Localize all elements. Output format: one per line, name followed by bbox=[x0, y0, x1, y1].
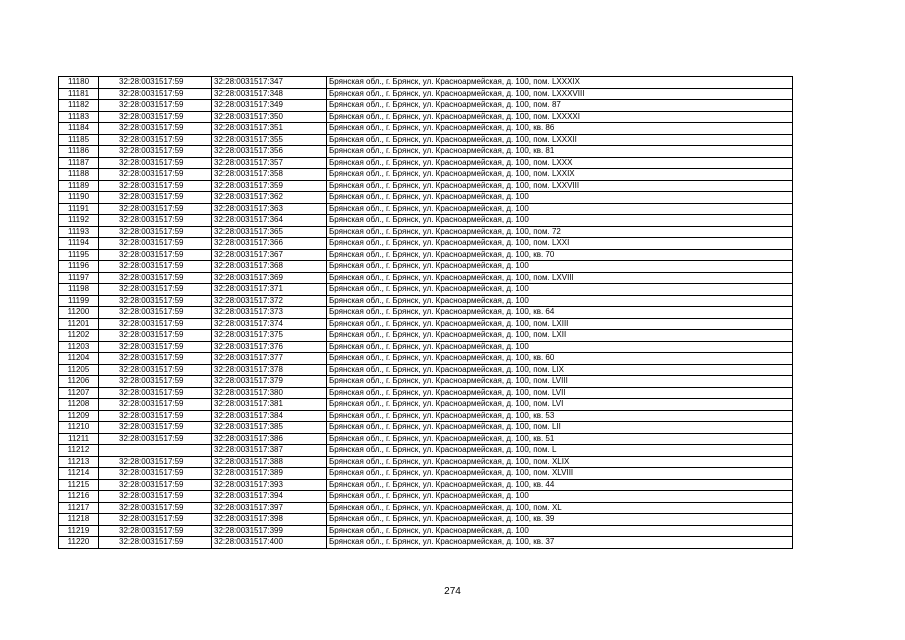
table-row bbox=[59, 169, 793, 181]
address-cell: Брянская обл., г. Брянск, ул. Красноармейская, д. 100, пом. LXXIX bbox=[327, 169, 793, 181]
table-row bbox=[59, 479, 793, 491]
parent-cadastral-number-cell: 32:28:0031517:59 bbox=[99, 249, 212, 261]
row-number-cell: 11219 bbox=[59, 525, 99, 537]
table-row bbox=[59, 192, 793, 204]
parent-cadastral-number-cell: 32:28:0031517:59 bbox=[99, 468, 212, 480]
address-cell: Брянская обл., г. Брянск, ул. Красноармейская, д. 100, пом. 72 bbox=[327, 226, 793, 238]
row-number-cell: 11207 bbox=[59, 387, 99, 399]
parent-cadastral-number-cell: 32:28:0031517:59 bbox=[99, 284, 212, 296]
parent-cadastral-number-cell: 32:28:0031517:59 bbox=[99, 376, 212, 388]
row-number-cell: 11204 bbox=[59, 353, 99, 365]
cadastral-number-cell: 32:28:0031517:397 bbox=[212, 502, 327, 514]
cadastral-number-cell: 32:28:0031517:348 bbox=[212, 88, 327, 100]
row-number-cell: 11201 bbox=[59, 318, 99, 330]
address-cell: Брянская обл., г. Брянск, ул. Красноармейская, д. 100, кв. 51 bbox=[327, 433, 793, 445]
table-row bbox=[59, 249, 793, 261]
row-number-cell: 11185 bbox=[59, 134, 99, 146]
table-row bbox=[59, 364, 793, 376]
parent-cadastral-number-cell: 32:28:0031517:59 bbox=[99, 491, 212, 503]
address-cell: Брянская обл., г. Брянск, ул. Красноармейская, д. 100, пом. LVI bbox=[327, 399, 793, 411]
address-cell: Брянская обл., г. Брянск, ул. Красноармейская, д. 100 bbox=[327, 491, 793, 503]
row-number-cell: 11199 bbox=[59, 295, 99, 307]
address-cell: Брянская обл., г. Брянск, ул. Красноармейская, д. 100, пом. LXXXXI bbox=[327, 111, 793, 123]
address-cell: Брянская обл., г. Брянск, ул. Красноармейская, д. 100 bbox=[327, 203, 793, 215]
row-number-cell: 11203 bbox=[59, 341, 99, 353]
address-cell: Брянская обл., г. Брянск, ул. Красноармейская, д. 100 bbox=[327, 295, 793, 307]
row-number-cell: 11186 bbox=[59, 146, 99, 158]
table-row bbox=[59, 146, 793, 158]
parent-cadastral-number-cell: 32:28:0031517:59 bbox=[99, 410, 212, 422]
row-number-cell: 11205 bbox=[59, 364, 99, 376]
parent-cadastral-number-cell: 32:28:0031517:59 bbox=[99, 123, 212, 135]
cadastral-number-cell: 32:28:0031517:398 bbox=[212, 514, 327, 526]
row-number-cell: 11194 bbox=[59, 238, 99, 250]
table-row bbox=[59, 203, 793, 215]
table-row bbox=[59, 284, 793, 296]
table-row bbox=[59, 502, 793, 514]
cadastral-number-cell: 32:28:0031517:381 bbox=[212, 399, 327, 411]
address-cell: Брянская обл., г. Брянск, ул. Красноармейская, д. 100, кв. 39 bbox=[327, 514, 793, 526]
address-cell: Брянская обл., г. Брянск, ул. Красноармейская, д. 100, пом. LII bbox=[327, 422, 793, 434]
row-number-cell: 11193 bbox=[59, 226, 99, 238]
row-number-cell: 11213 bbox=[59, 456, 99, 468]
row-number-cell: 11202 bbox=[59, 330, 99, 342]
address-cell: Брянская обл., г. Брянск, ул. Красноармейская, д. 100 bbox=[327, 341, 793, 353]
cadastral-number-cell: 32:28:0031517:371 bbox=[212, 284, 327, 296]
records-table bbox=[58, 76, 793, 549]
table-row bbox=[59, 422, 793, 434]
table-row bbox=[59, 272, 793, 284]
address-cell: Брянская обл., г. Брянск, ул. Красноармейская, д. 100, пом. LXXXIX bbox=[327, 77, 793, 89]
address-cell: Брянская обл., г. Брянск, ул. Красноармейская, д. 100 bbox=[327, 261, 793, 273]
parent-cadastral-number-cell: 32:28:0031517:59 bbox=[99, 88, 212, 100]
address-cell: Брянская обл., г. Брянск, ул. Красноармейская, д. 100, пом. LXII bbox=[327, 330, 793, 342]
row-number-cell: 11188 bbox=[59, 169, 99, 181]
parent-cadastral-number-cell: 32:28:0031517:59 bbox=[99, 157, 212, 169]
parent-cadastral-number-cell: 32:28:0031517:59 bbox=[99, 525, 212, 537]
parent-cadastral-number-cell: 32:28:0031517:59 bbox=[99, 295, 212, 307]
row-number-cell: 11209 bbox=[59, 410, 99, 422]
parent-cadastral-number-cell: 32:28:0031517:59 bbox=[99, 272, 212, 284]
table-row bbox=[59, 307, 793, 319]
table-row bbox=[59, 399, 793, 411]
address-cell: Брянская обл., г. Брянск, ул. Красноармейская, д. 100, пом. LVIII bbox=[327, 376, 793, 388]
row-number-cell: 11216 bbox=[59, 491, 99, 503]
cadastral-number-cell: 32:28:0031517:356 bbox=[212, 146, 327, 158]
parent-cadastral-number-cell: 32:28:0031517:59 bbox=[99, 134, 212, 146]
address-cell: Брянская обл., г. Брянск, ул. Красноармейская, д. 100, пом. LXVIII bbox=[327, 272, 793, 284]
parent-cadastral-number-cell: 32:28:0031517:59 bbox=[99, 215, 212, 227]
cadastral-number-cell: 32:28:0031517:369 bbox=[212, 272, 327, 284]
parent-cadastral-number-cell: 32:28:0031517:59 bbox=[99, 353, 212, 365]
address-cell: Брянская обл., г. Брянск, ул. Красноармейская, д. 100, кв. 53 bbox=[327, 410, 793, 422]
table-row bbox=[59, 180, 793, 192]
cadastral-number-cell: 32:28:0031517:385 bbox=[212, 422, 327, 434]
row-number-cell: 11214 bbox=[59, 468, 99, 480]
row-number-cell: 11198 bbox=[59, 284, 99, 296]
row-number-cell: 11191 bbox=[59, 203, 99, 215]
cadastral-number-cell: 32:28:0031517:367 bbox=[212, 249, 327, 261]
cadastral-number-cell: 32:28:0031517:387 bbox=[212, 445, 327, 457]
cadastral-number-cell: 32:28:0031517:378 bbox=[212, 364, 327, 376]
row-number-cell: 11187 bbox=[59, 157, 99, 169]
address-cell: Брянская обл., г. Брянск, ул. Красноармейская, д. 100, пом. LXXXII bbox=[327, 134, 793, 146]
row-number-cell: 11183 bbox=[59, 111, 99, 123]
address-cell: Брянская обл., г. Брянск, ул. Красноармейская, д. 100 bbox=[327, 215, 793, 227]
row-number-cell: 11192 bbox=[59, 215, 99, 227]
parent-cadastral-number-cell: 32:28:0031517:59 bbox=[99, 479, 212, 491]
parent-cadastral-number-cell: 32:28:0031517:59 bbox=[99, 387, 212, 399]
row-number-cell: 11200 bbox=[59, 307, 99, 319]
table-row bbox=[59, 123, 793, 135]
table-row bbox=[59, 330, 793, 342]
address-cell: Брянская обл., г. Брянск, ул. Красноармейская, д. 100, пом. LXXX bbox=[327, 157, 793, 169]
row-number-cell: 11190 bbox=[59, 192, 99, 204]
address-cell: Брянская обл., г. Брянск, ул. Красноармейская, д. 100, пом. XLVIII bbox=[327, 468, 793, 480]
address-cell: Брянская обл., г. Брянск, ул. Красноармейская, д. 100, пом. LXXVIII bbox=[327, 180, 793, 192]
address-cell: Брянская обл., г. Брянск, ул. Красноармейская, д. 100, кв. 70 bbox=[327, 249, 793, 261]
row-number-cell: 11217 bbox=[59, 502, 99, 514]
parent-cadastral-number-cell: 32:28:0031517:59 bbox=[99, 169, 212, 181]
cadastral-number-cell: 32:28:0031517:372 bbox=[212, 295, 327, 307]
table-row bbox=[59, 88, 793, 100]
cadastral-number-cell: 32:28:0031517:364 bbox=[212, 215, 327, 227]
table-row bbox=[59, 491, 793, 503]
cadastral-number-cell: 32:28:0031517:365 bbox=[212, 226, 327, 238]
cadastral-number-cell: 32:28:0031517:384 bbox=[212, 410, 327, 422]
cadastral-number-cell: 32:28:0031517:368 bbox=[212, 261, 327, 273]
table-row bbox=[59, 353, 793, 365]
table-row bbox=[59, 537, 793, 549]
table-row bbox=[59, 226, 793, 238]
address-cell: Брянская обл., г. Брянск, ул. Красноармейская, д. 100, пом. XLIX bbox=[327, 456, 793, 468]
cadastral-number-cell: 32:28:0031517:399 bbox=[212, 525, 327, 537]
parent-cadastral-number-cell: 32:28:0031517:59 bbox=[99, 422, 212, 434]
parent-cadastral-number-cell: 32:28:0031517:59 bbox=[99, 330, 212, 342]
table-row bbox=[59, 514, 793, 526]
cadastral-number-cell: 32:28:0031517:386 bbox=[212, 433, 327, 445]
row-number-cell: 11208 bbox=[59, 399, 99, 411]
row-number-cell: 11184 bbox=[59, 123, 99, 135]
address-cell: Брянская обл., г. Брянск, ул. Красноармейская, д. 100, пом. LXIII bbox=[327, 318, 793, 330]
cadastral-number-cell: 32:28:0031517:376 bbox=[212, 341, 327, 353]
cadastral-number-cell: 32:28:0031517:351 bbox=[212, 123, 327, 135]
parent-cadastral-number-cell: 32:28:0031517:59 bbox=[99, 318, 212, 330]
parent-cadastral-number-cell: 32:28:0031517:59 bbox=[99, 364, 212, 376]
row-number-cell: 11206 bbox=[59, 376, 99, 388]
row-number-cell: 11195 bbox=[59, 249, 99, 261]
cadastral-number-cell: 32:28:0031517:357 bbox=[212, 157, 327, 169]
address-cell: Брянская обл., г. Брянск, ул. Красноармейская, д. 100, пом. LVII bbox=[327, 387, 793, 399]
cadastral-number-cell: 32:28:0031517:377 bbox=[212, 353, 327, 365]
row-number-cell: 11181 bbox=[59, 88, 99, 100]
parent-cadastral-number-cell: 32:28:0031517:59 bbox=[99, 111, 212, 123]
cadastral-number-cell: 32:28:0031517:379 bbox=[212, 376, 327, 388]
parent-cadastral-number-cell: 32:28:0031517:59 bbox=[99, 238, 212, 250]
parent-cadastral-number-cell: 32:28:0031517:59 bbox=[99, 261, 212, 273]
table-row bbox=[59, 525, 793, 537]
table-row bbox=[59, 134, 793, 146]
address-cell: Брянская обл., г. Брянск, ул. Красноармейская, д. 100, пом. LIX bbox=[327, 364, 793, 376]
cadastral-number-cell: 32:28:0031517:400 bbox=[212, 537, 327, 549]
cadastral-number-cell: 32:28:0031517:389 bbox=[212, 468, 327, 480]
parent-cadastral-number-cell: 32:28:0031517:59 bbox=[99, 146, 212, 158]
parent-cadastral-number-cell: 32:28:0031517:59 bbox=[99, 399, 212, 411]
address-cell: Брянская обл., г. Брянск, ул. Красноармейская, д. 100, пом. 87 bbox=[327, 100, 793, 112]
parent-cadastral-number-cell: 32:28:0031517:59 bbox=[99, 77, 212, 89]
address-cell: Брянская обл., г. Брянск, ул. Красноармейская, д. 100, кв. 60 bbox=[327, 353, 793, 365]
table-row bbox=[59, 387, 793, 399]
records-table-body bbox=[59, 77, 793, 549]
table-row bbox=[59, 456, 793, 468]
parent-cadastral-number-cell: 32:28:0031517:59 bbox=[99, 100, 212, 112]
cadastral-number-cell: 32:28:0031517:359 bbox=[212, 180, 327, 192]
cadastral-number-cell: 32:28:0031517:366 bbox=[212, 238, 327, 250]
cadastral-number-cell: 32:28:0031517:374 bbox=[212, 318, 327, 330]
table-row bbox=[59, 341, 793, 353]
cadastral-number-cell: 32:28:0031517:350 bbox=[212, 111, 327, 123]
cadastral-number-cell: 32:28:0031517:380 bbox=[212, 387, 327, 399]
parent-cadastral-number-cell: 32:28:0031517:59 bbox=[99, 192, 212, 204]
parent-cadastral-number-cell bbox=[99, 445, 212, 457]
cadastral-number-cell: 32:28:0031517:373 bbox=[212, 307, 327, 319]
address-cell: Брянская обл., г. Брянск, ул. Красноармейская, д. 100, пом. LXXXVIII bbox=[327, 88, 793, 100]
row-number-cell: 11197 bbox=[59, 272, 99, 284]
cadastral-number-cell: 32:28:0031517:347 bbox=[212, 77, 327, 89]
table-row bbox=[59, 410, 793, 422]
row-number-cell: 11211 bbox=[59, 433, 99, 445]
parent-cadastral-number-cell: 32:28:0031517:59 bbox=[99, 537, 212, 549]
table-row bbox=[59, 215, 793, 227]
table-row bbox=[59, 157, 793, 169]
row-number-cell: 11182 bbox=[59, 100, 99, 112]
table-row bbox=[59, 295, 793, 307]
row-number-cell: 11189 bbox=[59, 180, 99, 192]
cadastral-number-cell: 32:28:0031517:355 bbox=[212, 134, 327, 146]
table-row bbox=[59, 318, 793, 330]
parent-cadastral-number-cell: 32:28:0031517:59 bbox=[99, 203, 212, 215]
address-cell: Брянская обл., г. Брянск, ул. Красноармейская, д. 100 bbox=[327, 192, 793, 204]
parent-cadastral-number-cell: 32:28:0031517:59 bbox=[99, 502, 212, 514]
table-row bbox=[59, 77, 793, 89]
row-number-cell: 11180 bbox=[59, 77, 99, 89]
table-row bbox=[59, 445, 793, 457]
address-cell: Брянская обл., г. Брянск, ул. Красноармейская, д. 100 bbox=[327, 525, 793, 537]
table-row bbox=[59, 100, 793, 112]
cadastral-number-cell: 32:28:0031517:375 bbox=[212, 330, 327, 342]
address-cell: Брянская обл., г. Брянск, ул. Красноармейская, д. 100, кв. 44 bbox=[327, 479, 793, 491]
address-cell: Брянская обл., г. Брянск, ул. Красноармейская, д. 100, пом. LXXI bbox=[327, 238, 793, 250]
cadastral-number-cell: 32:28:0031517:349 bbox=[212, 100, 327, 112]
parent-cadastral-number-cell: 32:28:0031517:59 bbox=[99, 433, 212, 445]
table-row bbox=[59, 433, 793, 445]
cadastral-number-cell: 32:28:0031517:362 bbox=[212, 192, 327, 204]
parent-cadastral-number-cell: 32:28:0031517:59 bbox=[99, 307, 212, 319]
row-number-cell: 11215 bbox=[59, 479, 99, 491]
cadastral-number-cell: 32:28:0031517:358 bbox=[212, 169, 327, 181]
row-number-cell: 11218 bbox=[59, 514, 99, 526]
row-number-cell: 11210 bbox=[59, 422, 99, 434]
cadastral-number-cell: 32:28:0031517:394 bbox=[212, 491, 327, 503]
row-number-cell: 11196 bbox=[59, 261, 99, 273]
parent-cadastral-number-cell: 32:28:0031517:59 bbox=[99, 341, 212, 353]
table-row bbox=[59, 376, 793, 388]
address-cell: Брянская обл., г. Брянск, ул. Красноармейская, д. 100, пом. XL bbox=[327, 502, 793, 514]
table-row bbox=[59, 238, 793, 250]
cadastral-number-cell: 32:28:0031517:393 bbox=[212, 479, 327, 491]
address-cell: Брянская обл., г. Брянск, ул. Красноармейская, д. 100, кв. 37 bbox=[327, 537, 793, 549]
address-cell: Брянская обл., г. Брянск, ул. Красноармейская, д. 100 bbox=[327, 284, 793, 296]
page-number: 274 bbox=[444, 586, 461, 597]
address-cell: Брянская обл., г. Брянск, ул. Красноармейская, д. 100, кв. 64 bbox=[327, 307, 793, 319]
address-cell: Брянская обл., г. Брянск, ул. Красноармейская, д. 100, кв. 81 bbox=[327, 146, 793, 158]
row-number-cell: 11212 bbox=[59, 445, 99, 457]
address-cell: Брянская обл., г. Брянск, ул. Красноармейская, д. 100, пом. L bbox=[327, 445, 793, 457]
table-row bbox=[59, 468, 793, 480]
cadastral-number-cell: 32:28:0031517:388 bbox=[212, 456, 327, 468]
parent-cadastral-number-cell: 32:28:0031517:59 bbox=[99, 226, 212, 238]
table-row bbox=[59, 111, 793, 123]
row-number-cell: 11220 bbox=[59, 537, 99, 549]
table-row bbox=[59, 261, 793, 273]
parent-cadastral-number-cell: 32:28:0031517:59 bbox=[99, 514, 212, 526]
address-cell: Брянская обл., г. Брянск, ул. Красноармейская, д. 100, кв. 86 bbox=[327, 123, 793, 135]
parent-cadastral-number-cell: 32:28:0031517:59 bbox=[99, 456, 212, 468]
cadastral-number-cell: 32:28:0031517:363 bbox=[212, 203, 327, 215]
parent-cadastral-number-cell: 32:28:0031517:59 bbox=[99, 180, 212, 192]
